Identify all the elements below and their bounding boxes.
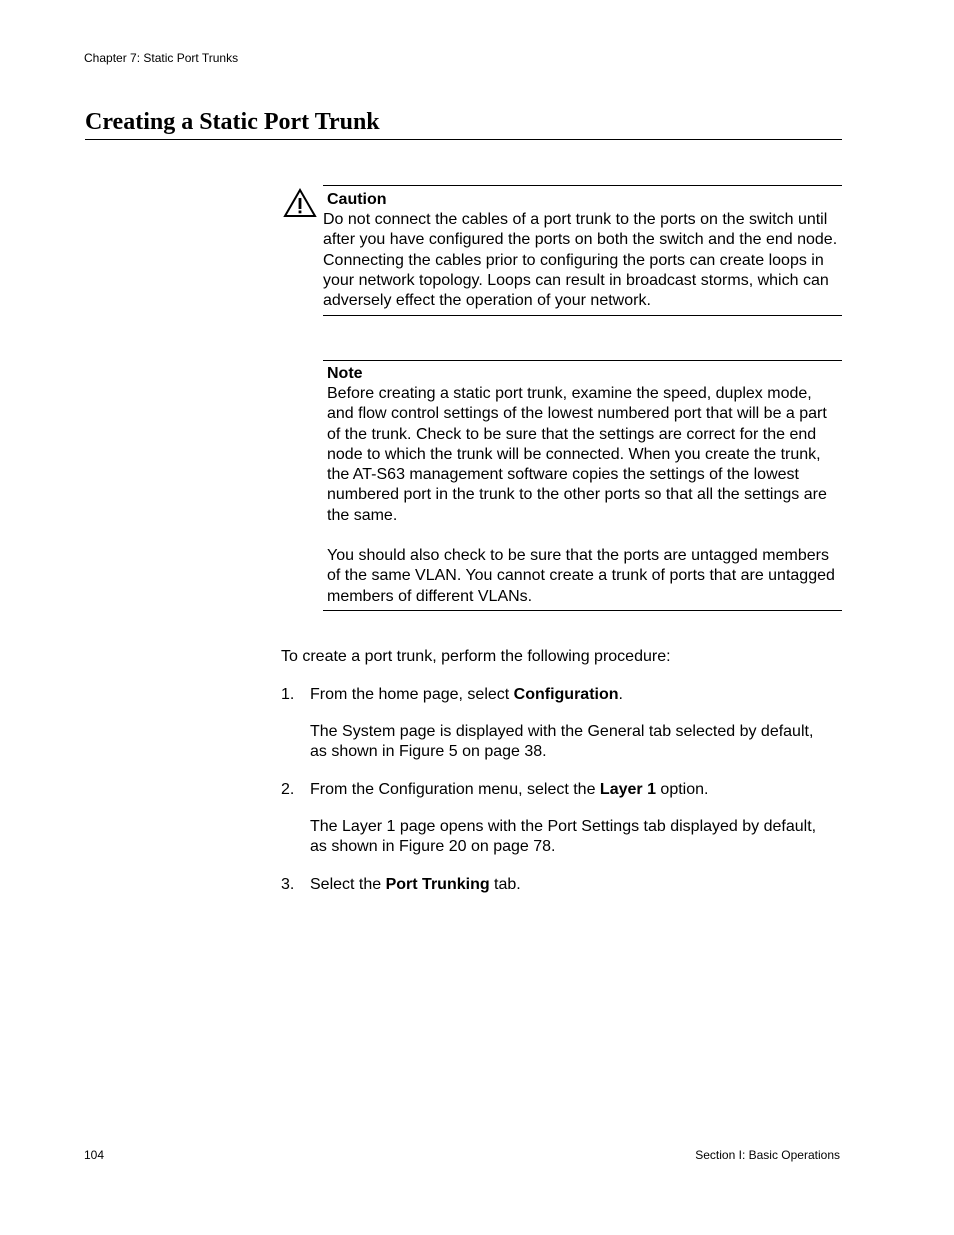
step-number: 1. [281, 686, 295, 703]
running-header: Chapter 7: Static Port Trunks [84, 51, 239, 65]
step-emphasis: Port Trunking [385, 876, 490, 893]
caution-box [323, 185, 842, 316]
procedure-intro: To create a port trunk, perform the following procedure: [281, 648, 671, 665]
caution-heading: Caution [327, 191, 387, 208]
step-text: From the home page, select Configuration. [310, 686, 623, 703]
step-emphasis: Layer 1 [599, 781, 656, 798]
step-number: 3. [281, 876, 295, 893]
step-2-result: The Layer 1 page opens with the Port Settings tab displayed by default, as shown in Figure 20 on page 78. [310, 818, 817, 856]
note-heading: Note [327, 365, 363, 382]
step-text: Select the Port Trunking tab. [310, 876, 521, 893]
note-box [323, 360, 842, 611]
caution-text: Do not connect the cables of a port trunk to the ports on the switch until after you have configured the ports on both the switch and the end node. Connecting the cables prior to configuring the ports can create loops in your network topology. Loops can result in broadcast storms, which can adversely effect the operation of your network. [323, 211, 838, 310]
footer-section: Section I: Basic Operations [695, 1148, 840, 1162]
step-emphasis: Configuration [513, 686, 619, 703]
note-paragraph-2: You should also check to be sure that the ports are untagged members of the same VLAN. You cannot create a trunk of ports that are untagged members of different VLANs. [327, 547, 835, 605]
footer-page-number: 104 [84, 1148, 105, 1162]
page-title: Creating a Static Port Trunk [85, 109, 380, 135]
warning-triangle-icon [283, 188, 317, 218]
title-rule [85, 139, 842, 140]
step-1-result: The System page is displayed with the General tab selected by default, as shown in Figure 5 on page 38. [310, 723, 814, 761]
step-text: From the Configuration menu, select the Layer 1 option. [310, 781, 709, 798]
step-number: 2. [281, 781, 295, 798]
note-paragraph-1: Before creating a static port trunk, examine the speed, duplex mode, and flow control settings of the lowest numbered port that will be a part of the trunk. Check to be sure that the settings are correct for the end node to which the trunk will be connected. When you create the trunk, the AT-S63 management software copies the settings of the lowest numbered port in the trunk to the other ports so that all the settings are the same. [327, 385, 827, 524]
